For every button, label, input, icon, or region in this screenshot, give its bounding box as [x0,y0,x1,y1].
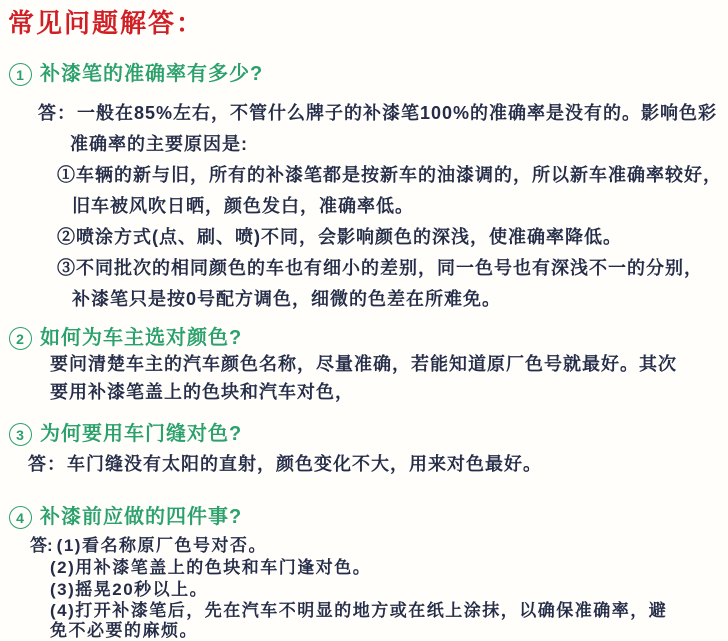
question-text: 补漆前应做的四件事? [40,506,243,528]
question-heading-2 [9,327,242,350]
question-text: 为何要用车门缝对色? [40,423,243,445]
answer-line: 准确率的主要原因是: [70,134,248,154]
question-number-badge: 1 [9,63,32,86]
answer-line: 免不必要的麻烦。 [50,621,198,640]
page-title: 常见问题解答： [8,8,205,38]
answer-text: 车门缝没有太阳的直射，颜色变化不大，用来对色最好。 [67,454,542,474]
question-text: 如何为车主选对颜色? [40,327,243,349]
answer-line: ①车辆的新与旧，所有的补漆笔都是按新车的油漆调的，所以新车准确率较好， [57,165,722,185]
answer-line [28,454,542,475]
answer-line [30,536,267,556]
answer-prefix: 答： [28,454,66,474]
answer-line: (2)用补漆笔盖上的色块和车门逢对色。 [50,558,372,577]
answer-text: (1)看名称原厂色号对否。 [56,536,267,555]
answer-line: ③不同批次的相同颜色的车也有细小的差别，同一色号也有深浅不一的分别， [57,258,703,278]
question-number-badge: 3 [9,423,32,446]
answer-line: (3)摇晃20秒以上。 [50,580,209,599]
question-number-badge: 4 [9,506,32,529]
question-heading-4 [9,506,242,529]
answer-prefix: 答： [38,103,76,123]
question-heading-1 [9,63,263,86]
answer-text: 一般在85%左右，不管什么牌子的补漆笔100%的准确率是没有的。影响色彩 [77,103,718,123]
question-number-badge: 2 [9,327,32,350]
answer-prefix: 答: [30,536,53,555]
answer-line: (4)打开补漆笔后，先在汽车不明显的地方或在纸上涂抹，以确保准确率，避 [50,601,668,620]
question-heading-3 [9,423,242,446]
answer-line: 要问清楚车主的汽车颜色名称，尽量准确，若能知道原厂色号就最好。其次 [50,354,677,374]
question-text: 补漆笔的准确率有多少? [40,63,264,85]
answer-line [38,103,717,124]
answer-line: 补漆笔只是按0号配方调色，细微的色差在所难免。 [72,289,502,309]
answer-line: 旧车被风吹日晒，颜色发白，准确率低。 [72,196,414,216]
answer-line: 要用补漆笔盖上的色块和汽车对色， [50,382,354,402]
answer-line: ②喷涂方式(点、刷、喷)不同，会影响颜色的深浅，使准确率降低。 [57,227,622,247]
